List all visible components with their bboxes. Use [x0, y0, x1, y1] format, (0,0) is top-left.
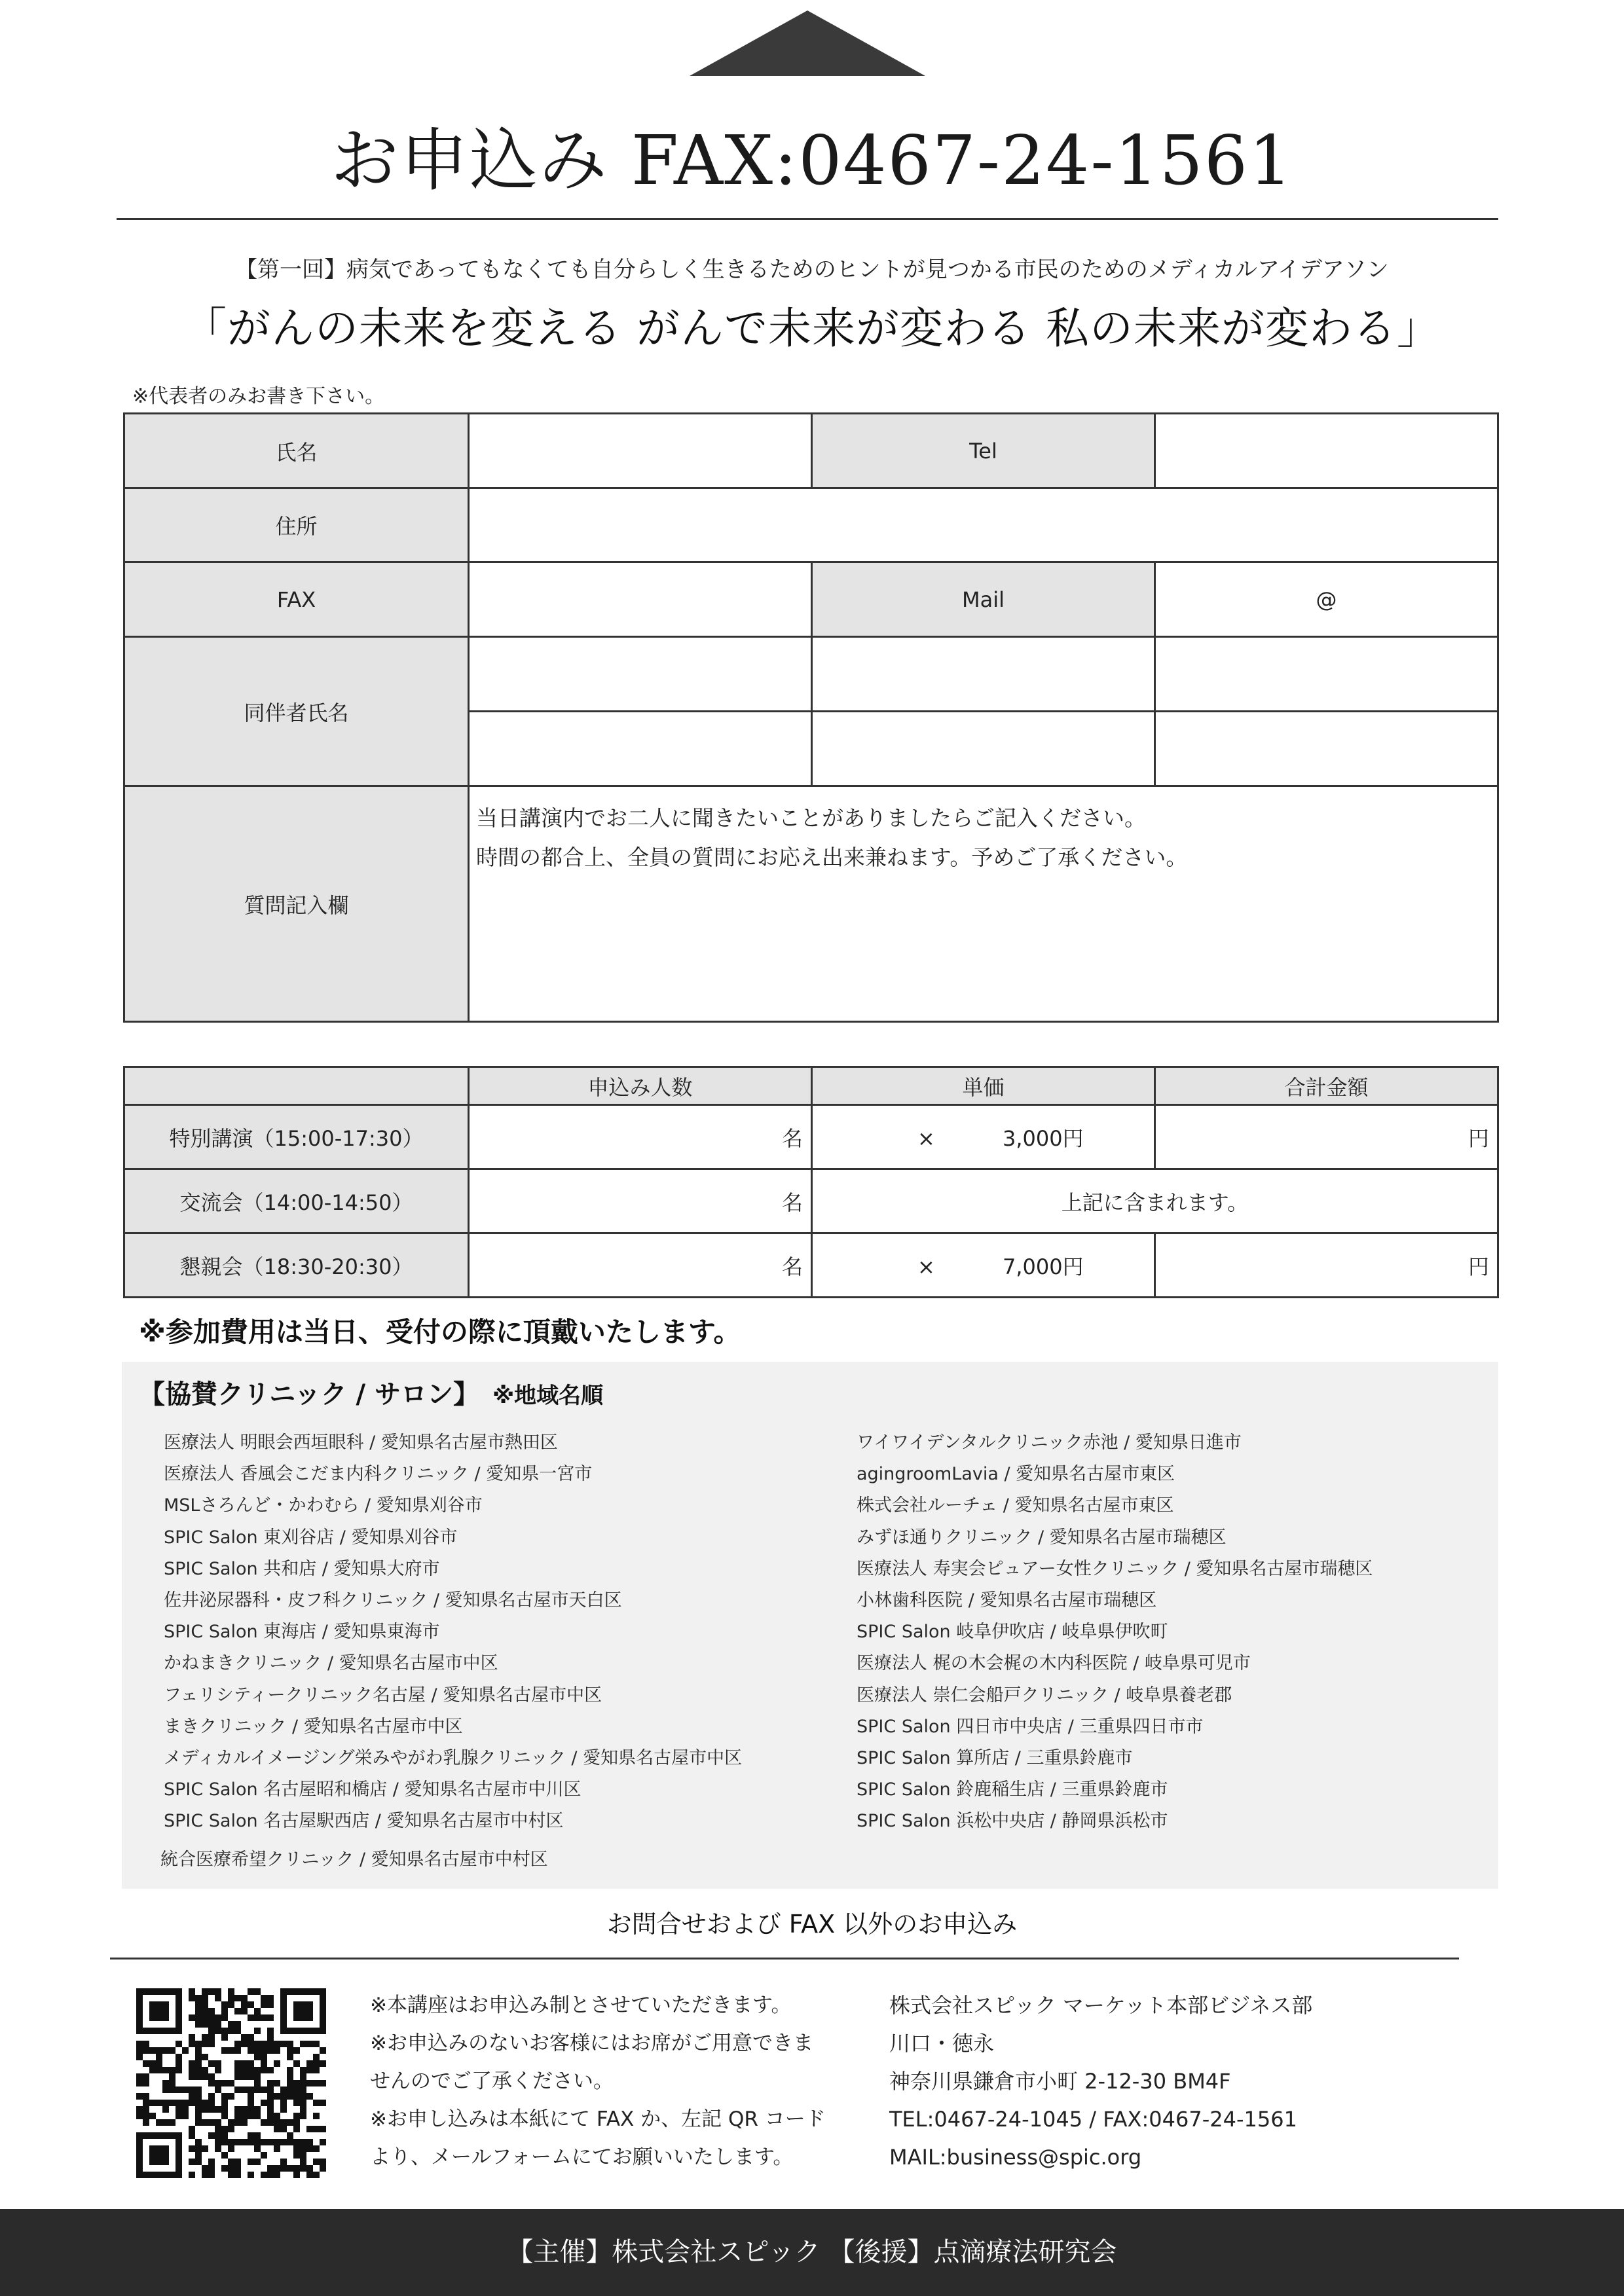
title-divider — [117, 218, 1498, 220]
sponsor-item: 医療法人 香風会こだま内科クリニック / 愛知県一宮市 — [164, 1464, 593, 1485]
sponsor-item: 医療法人 明眼会西垣眼科 / 愛知県名古屋市熱田区 — [164, 1432, 558, 1453]
sponsor-item: SPIC Salon 名古屋昭和橋店 / 愛知県名古屋市中川区 — [164, 1779, 581, 1800]
companion-field-5[interactable] — [812, 712, 1155, 786]
companion-field-1[interactable] — [469, 637, 812, 712]
registration-table — [123, 412, 1499, 1023]
name-label: 氏名 — [124, 414, 469, 488]
fee-included-note: 上記に含まれます。 — [812, 1169, 1498, 1233]
contact-divider — [110, 1958, 1459, 1959]
registration-notes — [370, 1986, 826, 2176]
org-tel-fax: TEL:0467-24-1045 / FAX:0467-24-1561 — [889, 2107, 1297, 2132]
note-line: ※お申込みのないお客様にはお席がご用意できま — [370, 2032, 813, 2055]
fee-price-lecture — [812, 1105, 1155, 1169]
org-mail: MAIL:business@spic.org — [889, 2145, 1142, 2170]
page-title: お申込み FAX:0467-24-1561 — [330, 120, 1294, 200]
note-line: ※お申し込みは本紙にて FAX か、左記 QR コード — [370, 2107, 826, 2131]
fee-row-label-lecture: 特別講演（15:00-17:30） — [124, 1105, 469, 1169]
total-unit: 円 — [1467, 1254, 1489, 1279]
question-label: 質問記入欄 — [124, 786, 469, 1022]
organizer-contact — [889, 1986, 1312, 2176]
companion-field-6[interactable] — [1155, 712, 1498, 786]
sponsor-item: かねまきクリニック / 愛知県名古屋市中区 — [164, 1653, 498, 1674]
sponsor-item: SPIC Salon 四日市中央店 / 三重県四日市市 — [857, 1716, 1204, 1737]
companion-field-3[interactable] — [1155, 637, 1498, 712]
count-unit: 名 — [781, 1254, 803, 1279]
unit-price: 3,000円 — [1003, 1125, 1084, 1151]
question-field[interactable] — [469, 786, 1498, 1022]
fee-count-field-lecture[interactable] — [469, 1105, 812, 1169]
address-label: 住所 — [124, 488, 469, 562]
sponsor-item: SPIC Salon 岐阜伊吹店 / 岐阜県伊吹町 — [857, 1622, 1168, 1643]
mail-field[interactable] — [1155, 562, 1498, 637]
org-staff: 川口・徳永 — [889, 2031, 995, 2056]
name-field[interactable] — [469, 414, 812, 488]
tel-field[interactable] — [1155, 414, 1498, 488]
address-field[interactable] — [469, 488, 1498, 562]
sponsor-item: 医療法人 寿実会ピュアー女性クリニック / 愛知県名古屋市瑞穂区 — [857, 1558, 1373, 1579]
question-instruction-1: 当日講演内でお二人に聞きたいことがありましたらご記入ください。 — [476, 805, 1146, 831]
event-title: 「がんの未来を変える がんで未来が変わる 私の未来が変わる」 — [183, 303, 1441, 354]
sponsor-item-extra: 統合医療希望クリニック / 愛知県名古屋市中村区 — [160, 1850, 548, 1870]
fee-row-label-party: 懇親会（18:30-20:30） — [124, 1233, 469, 1298]
sponsor-item: SPIC Salon 鈴鹿稲生店 / 三重県鈴鹿市 — [857, 1779, 1168, 1800]
fee-total-field-lecture[interactable] — [1155, 1105, 1498, 1169]
tel-label: Tel — [812, 414, 1155, 488]
fee-header-blank — [124, 1067, 469, 1105]
fee-price-party — [812, 1233, 1155, 1298]
sponsor-item: メディカルイメージング栄みやがわ乳腺クリニック / 愛知県名古屋市中区 — [164, 1748, 743, 1769]
fee-total-field-party[interactable] — [1155, 1233, 1498, 1298]
sponsor-list-right — [857, 1427, 1373, 1838]
companion-label: 同伴者氏名 — [124, 637, 469, 786]
companion-field-4[interactable] — [469, 712, 812, 786]
sponsor-item: 株式会社ルーチェ / 愛知県名古屋市東区 — [857, 1495, 1174, 1516]
fee-header-count: 申込み人数 — [469, 1067, 812, 1105]
fee-header-unit-price: 単価 — [812, 1067, 1155, 1105]
fee-row-label-exchange: 交流会（14:00-14:50） — [124, 1169, 469, 1233]
sponsor-list-left — [164, 1427, 742, 1838]
fee-count-field-exchange[interactable] — [469, 1169, 812, 1233]
org-department: 株式会社スピック マーケット本部ビジネス部 — [889, 1993, 1313, 2018]
sponsor-item: 佐井泌尿器科・皮フ科クリニック / 愛知県名古屋市天白区 — [164, 1590, 622, 1611]
sponsor-item: SPIC Salon 東海店 / 愛知県東海市 — [164, 1622, 440, 1643]
sponsor-item: まきクリニック / 愛知県名古屋市中区 — [164, 1716, 463, 1737]
count-unit: 名 — [781, 1125, 803, 1151]
note-line: せんのでご了承ください。 — [370, 2069, 614, 2093]
sponsor-item: SPIC Salon 名古屋駅西店 / 愛知県名古屋市中村区 — [164, 1811, 564, 1832]
multiply-sign: × — [917, 1125, 935, 1151]
companion-field-2[interactable] — [812, 637, 1155, 712]
fee-count-field-party[interactable] — [469, 1233, 812, 1298]
sponsor-item: 小林歯科医院 / 愛知県名古屋市瑞穂区 — [857, 1590, 1157, 1611]
sponsor-item: ワイワイデンタルクリニック赤池 / 愛知県日進市 — [857, 1432, 1242, 1453]
fee-header-total: 合計金額 — [1155, 1067, 1498, 1105]
sponsor-heading-title: 【協賛クリニック / サロン】 — [139, 1379, 480, 1410]
event-subtitle: 【第一回】病気であってもなくても自分らしく生きるためのヒントが見つかる市民のためのメディカルアイデアソン — [235, 257, 1389, 283]
total-unit: 円 — [1467, 1125, 1489, 1151]
fee-payment-note: ※参加費用は当日、受付の際に頂戴いたします。 — [139, 1316, 741, 1348]
sponsor-item: SPIC Salon 浜松中央店 / 静岡県浜松市 — [857, 1811, 1168, 1832]
sponsor-item: みずほ通りクリニック / 愛知県名古屋市瑞穂区 — [857, 1527, 1227, 1548]
count-unit: 名 — [781, 1190, 803, 1215]
fax-field[interactable] — [469, 562, 812, 637]
representative-note: ※代表者のみお書き下さい。 — [132, 385, 385, 408]
note-line: ※本講座はお申込み制とさせていただきます。 — [370, 1994, 792, 2017]
sponsor-item: フェリシティークリニック名古屋 / 愛知県名古屋市中区 — [164, 1685, 602, 1705]
sponsor-item: SPIC Salon 共和店 / 愛知県大府市 — [164, 1558, 440, 1579]
sponsor-item: MSLさろんど・かわむら / 愛知県刈谷市 — [164, 1495, 483, 1516]
sponsor-item: 医療法人 崇仁会船戸クリニック / 岐阜県養老郡 — [857, 1685, 1232, 1705]
mail-at-sign: @ — [1316, 587, 1337, 612]
footer-bar: 【主催】株式会社スピック 【後援】点滴療法研究会 — [0, 2209, 1624, 2296]
sponsor-item: SPIC Salon 算所店 / 三重県鈴鹿市 — [857, 1748, 1133, 1769]
sponsor-item: 医療法人 梶の木会梶の木内科医院 / 岐阜県可児市 — [857, 1653, 1251, 1674]
sponsor-item: agingroomLavia / 愛知県名古屋市東区 — [857, 1464, 1175, 1485]
fax-label: FAX — [124, 562, 469, 637]
sponsor-heading — [139, 1374, 603, 1411]
org-address: 神奈川県鎌倉市小町 2-12-30 BM4F — [889, 2069, 1231, 2094]
unit-price: 7,000円 — [1003, 1254, 1084, 1279]
multiply-sign: × — [917, 1254, 935, 1279]
qr-code-icon[interactable] — [136, 1988, 326, 2178]
mail-label: Mail — [812, 562, 1155, 637]
fee-table — [123, 1066, 1499, 1298]
sponsor-heading-note: ※地域名順 — [492, 1383, 604, 1409]
note-line: より、メールフォームにてお願いいたします。 — [370, 2145, 794, 2169]
question-instruction-2: 時間の都合上、全員の質問にお応え出来兼ねます。予めご了承ください。 — [476, 845, 1188, 870]
sponsor-item: SPIC Salon 東刈谷店 / 愛知県刈谷市 — [164, 1527, 458, 1548]
contact-heading: お問合せおよび FAX 以外のお申込み — [606, 1910, 1018, 1939]
header-triangle-ornament — [690, 10, 925, 76]
